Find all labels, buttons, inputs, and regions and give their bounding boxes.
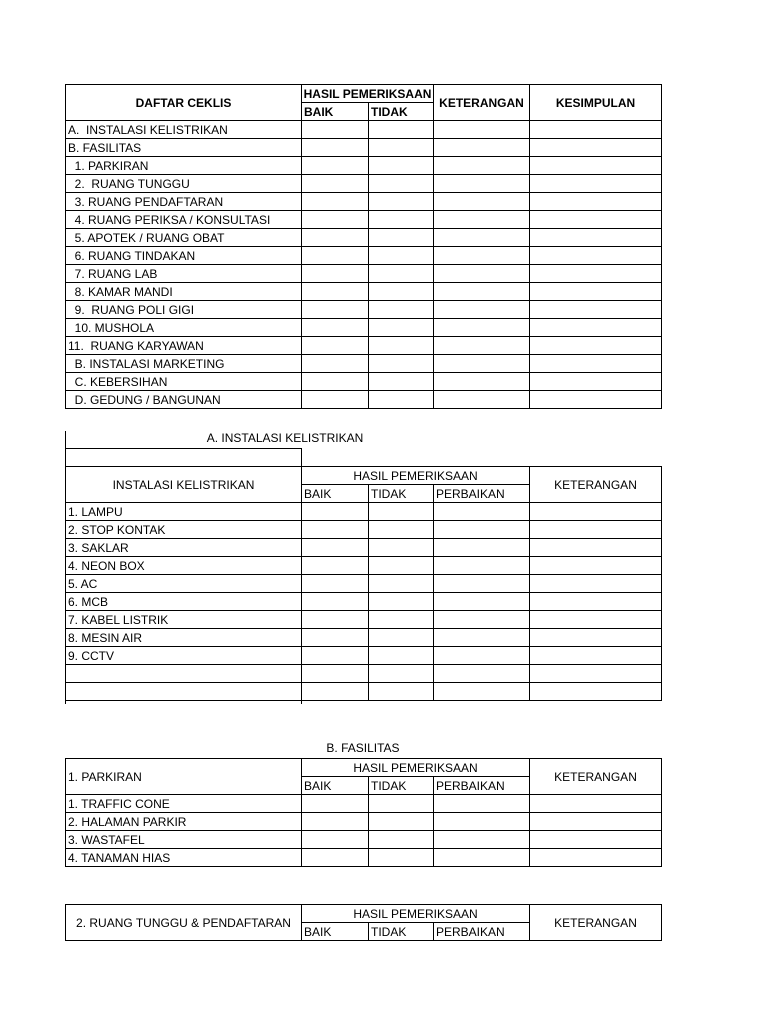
empty-cell[interactable] bbox=[369, 557, 434, 575]
empty-cell[interactable] bbox=[302, 503, 369, 521]
empty-cell[interactable] bbox=[434, 575, 530, 593]
header-hasil-pemeriksaan: HASIL PEMERIKSAAN bbox=[302, 85, 434, 103]
empty-cell[interactable] bbox=[369, 647, 434, 665]
empty-cell[interactable] bbox=[302, 683, 369, 701]
table-row bbox=[66, 373, 662, 391]
empty-cell[interactable] bbox=[302, 193, 369, 211]
empty-cell[interactable] bbox=[302, 301, 369, 319]
row-label: 1. LAMPU bbox=[66, 503, 302, 521]
empty-cell[interactable] bbox=[302, 391, 369, 409]
empty-cell[interactable] bbox=[530, 139, 662, 157]
empty-cell[interactable] bbox=[434, 557, 530, 575]
empty-cell[interactable] bbox=[434, 849, 530, 867]
empty-cell[interactable] bbox=[369, 849, 434, 867]
empty-cell[interactable] bbox=[530, 391, 662, 409]
header-kesimpulan: KESIMPULAN bbox=[530, 85, 662, 121]
empty-cell[interactable] bbox=[369, 121, 434, 139]
empty-cell[interactable] bbox=[530, 539, 662, 557]
row-label bbox=[66, 683, 302, 701]
waiting-room-table bbox=[65, 904, 662, 941]
empty-cell[interactable] bbox=[369, 521, 434, 539]
header-hasil-pemeriksaan: HASIL PEMERIKSAAN bbox=[302, 905, 530, 923]
empty-cell[interactable] bbox=[302, 247, 369, 265]
empty-cell[interactable] bbox=[434, 229, 530, 247]
header-perbaikan: PERBAIKAN bbox=[434, 777, 530, 795]
section-title-instalasi: A. INSTALASI KELISTRIKAN bbox=[206, 431, 364, 445]
empty-cell[interactable] bbox=[434, 795, 530, 813]
empty-cell[interactable] bbox=[530, 831, 662, 849]
empty-cell[interactable] bbox=[369, 247, 434, 265]
checklist-table bbox=[65, 84, 662, 409]
empty-cell[interactable] bbox=[434, 521, 530, 539]
empty-cell[interactable] bbox=[434, 247, 530, 265]
empty-cell[interactable] bbox=[302, 337, 369, 355]
row-label: 1. PARKIRAN bbox=[66, 157, 302, 175]
empty-cell[interactable] bbox=[302, 575, 369, 593]
table-row bbox=[66, 665, 662, 683]
row-label: 4. NEON BOX bbox=[66, 557, 302, 575]
row-label: 3. WASTAFEL bbox=[66, 831, 302, 849]
header-baik: BAIK bbox=[302, 777, 369, 795]
row-label: 7. RUANG LAB bbox=[66, 265, 302, 283]
row-label: A. INSTALASI KELISTRIKAN bbox=[66, 121, 302, 139]
header-daftar-ceklis: DAFTAR CEKLIS bbox=[66, 85, 302, 121]
empty-cell[interactable] bbox=[530, 629, 662, 647]
header-tidak: TIDAK bbox=[369, 485, 434, 503]
row-label: 1. TRAFFIC CONE bbox=[66, 795, 302, 813]
table-row bbox=[66, 521, 662, 539]
header-parkiran: 1. PARKIRAN bbox=[66, 759, 302, 795]
empty-cell[interactable] bbox=[434, 301, 530, 319]
empty-cell[interactable] bbox=[369, 575, 434, 593]
empty-cell[interactable] bbox=[530, 283, 662, 301]
row-label: 10. MUSHOLA bbox=[66, 319, 302, 337]
empty-cell[interactable] bbox=[302, 849, 369, 867]
table-row bbox=[66, 539, 662, 557]
empty-cell[interactable] bbox=[434, 831, 530, 849]
empty-cell[interactable] bbox=[369, 337, 434, 355]
header-hasil-pemeriksaan: HASIL PEMERIKSAAN bbox=[302, 759, 530, 777]
empty-cell[interactable] bbox=[302, 557, 369, 575]
row-label: 9. RUANG POLI GIGI bbox=[66, 301, 302, 319]
empty-cell[interactable] bbox=[369, 265, 434, 283]
empty-cell[interactable] bbox=[530, 301, 662, 319]
empty-cell[interactable] bbox=[434, 211, 530, 229]
table-row bbox=[66, 265, 662, 283]
empty-cell[interactable] bbox=[302, 229, 369, 247]
table-row bbox=[66, 355, 662, 373]
row-label: 9. CCTV bbox=[66, 647, 302, 665]
header-keterangan: KETERANGAN bbox=[530, 759, 662, 795]
header-baik: BAIK bbox=[302, 103, 369, 121]
empty-cell[interactable] bbox=[434, 683, 530, 701]
row-label bbox=[66, 665, 302, 683]
empty-cell[interactable] bbox=[302, 611, 369, 629]
header-baik: BAIK bbox=[302, 923, 369, 941]
table-row bbox=[66, 337, 662, 355]
empty-cell[interactable] bbox=[369, 229, 434, 247]
table-row bbox=[66, 283, 662, 301]
table-row bbox=[66, 247, 662, 265]
empty-cell[interactable] bbox=[530, 157, 662, 175]
header-tidak: TIDAK bbox=[369, 923, 434, 941]
table-row bbox=[66, 157, 662, 175]
empty-cell[interactable] bbox=[369, 211, 434, 229]
table-row bbox=[66, 831, 662, 849]
section-title-fasilitas: B. FASILITAS bbox=[326, 741, 400, 755]
empty-cell[interactable] bbox=[302, 319, 369, 337]
empty-cell[interactable] bbox=[302, 665, 369, 683]
empty-cell[interactable] bbox=[302, 813, 369, 831]
empty-cell[interactable] bbox=[434, 319, 530, 337]
table-row bbox=[66, 139, 662, 157]
row-label: 2. HALAMAN PARKIR bbox=[66, 813, 302, 831]
empty-cell[interactable] bbox=[302, 355, 369, 373]
empty-cell[interactable] bbox=[434, 391, 530, 409]
row-label: 6. RUANG TINDAKAN bbox=[66, 247, 302, 265]
empty-cell[interactable] bbox=[302, 373, 369, 391]
table-row bbox=[66, 175, 662, 193]
header-perbaikan: PERBAIKAN bbox=[434, 485, 530, 503]
empty-cell[interactable] bbox=[530, 355, 662, 373]
empty-cell[interactable] bbox=[302, 265, 369, 283]
row-label: 5. APOTEK / RUANG OBAT bbox=[66, 229, 302, 247]
empty-cell[interactable] bbox=[530, 813, 662, 831]
empty-cell[interactable] bbox=[530, 229, 662, 247]
empty-cell[interactable] bbox=[434, 175, 530, 193]
header-tidak: TIDAK bbox=[369, 777, 434, 795]
row-label: 3. RUANG PENDAFTARAN bbox=[66, 193, 302, 211]
empty-cell[interactable] bbox=[434, 647, 530, 665]
row-label: 4. TANAMAN HIAS bbox=[66, 849, 302, 867]
row-label: 2. STOP KONTAK bbox=[66, 521, 302, 539]
table-row bbox=[66, 647, 662, 665]
empty-cell[interactable] bbox=[530, 193, 662, 211]
empty-cell[interactable] bbox=[369, 683, 434, 701]
row-label: 8. MESIN AIR bbox=[66, 629, 302, 647]
table-row bbox=[66, 611, 662, 629]
empty-cell[interactable] bbox=[434, 283, 530, 301]
empty-cell[interactable] bbox=[369, 831, 434, 849]
empty-cell[interactable] bbox=[369, 373, 434, 391]
empty-cell[interactable] bbox=[369, 593, 434, 611]
header-keterangan: KETERANGAN bbox=[530, 905, 662, 941]
empty-cell[interactable] bbox=[530, 593, 662, 611]
empty-cell[interactable] bbox=[530, 611, 662, 629]
empty-cell[interactable] bbox=[434, 337, 530, 355]
row-label: 5. AC bbox=[66, 575, 302, 593]
empty-cell[interactable] bbox=[434, 629, 530, 647]
empty-cell[interactable] bbox=[530, 337, 662, 355]
empty-cell[interactable] bbox=[369, 611, 434, 629]
header-tidak: TIDAK bbox=[369, 103, 434, 121]
row-label: 6. MCB bbox=[66, 593, 302, 611]
empty-cell[interactable] bbox=[530, 211, 662, 229]
empty-cell[interactable] bbox=[369, 503, 434, 521]
table-row bbox=[66, 575, 662, 593]
row-label: C. KEBERSIHAN bbox=[66, 373, 302, 391]
empty-cell[interactable] bbox=[302, 175, 369, 193]
empty-cell[interactable] bbox=[302, 139, 369, 157]
empty-cell[interactable] bbox=[434, 373, 530, 391]
empty-cell[interactable] bbox=[530, 575, 662, 593]
empty-cell[interactable] bbox=[530, 557, 662, 575]
table-row bbox=[66, 795, 662, 813]
empty-cell[interactable] bbox=[434, 813, 530, 831]
empty-cell[interactable] bbox=[530, 647, 662, 665]
row-label: 8. KAMAR MANDI bbox=[66, 283, 302, 301]
blank-row-right-line bbox=[301, 448, 302, 467]
table-row bbox=[66, 229, 662, 247]
empty-cell[interactable] bbox=[302, 593, 369, 611]
empty-cell[interactable] bbox=[369, 193, 434, 211]
blank-row-top-line bbox=[65, 448, 301, 449]
row-label: 7. KABEL LISTRIK bbox=[66, 611, 302, 629]
empty-cell[interactable] bbox=[369, 629, 434, 647]
empty-cell[interactable] bbox=[530, 175, 662, 193]
empty-cell[interactable] bbox=[434, 503, 530, 521]
empty-cell[interactable] bbox=[302, 521, 369, 539]
empty-cell[interactable] bbox=[530, 373, 662, 391]
empty-cell[interactable] bbox=[369, 319, 434, 337]
empty-cell[interactable] bbox=[530, 683, 662, 701]
header-baik: BAIK bbox=[302, 485, 369, 503]
empty-cell[interactable] bbox=[530, 265, 662, 283]
row-label: 4. RUANG PERIKSA / KONSULTASI bbox=[66, 211, 302, 229]
table-row bbox=[66, 319, 662, 337]
row-label: B. FASILITAS bbox=[66, 139, 302, 157]
table-row bbox=[66, 121, 662, 139]
empty-cell[interactable] bbox=[434, 157, 530, 175]
empty-cell[interactable] bbox=[369, 301, 434, 319]
table-row bbox=[66, 391, 662, 409]
parking-table bbox=[65, 758, 662, 867]
empty-cell[interactable] bbox=[434, 539, 530, 557]
row-label: D. GEDUNG / BANGUNAN bbox=[66, 391, 302, 409]
table-row bbox=[66, 683, 662, 701]
empty-cell[interactable] bbox=[302, 157, 369, 175]
empty-cell[interactable] bbox=[302, 629, 369, 647]
header-perbaikan: PERBAIKAN bbox=[434, 923, 530, 941]
empty-cell[interactable] bbox=[434, 265, 530, 283]
empty-cell[interactable] bbox=[369, 157, 434, 175]
table-row bbox=[66, 301, 662, 319]
header-keterangan: KETERANGAN bbox=[434, 85, 530, 121]
empty-cell[interactable] bbox=[369, 795, 434, 813]
table-row bbox=[66, 593, 662, 611]
empty-cell[interactable] bbox=[369, 283, 434, 301]
header-keterangan: KETERANGAN bbox=[530, 467, 662, 503]
empty-cell[interactable] bbox=[530, 521, 662, 539]
empty-cell[interactable] bbox=[302, 283, 369, 301]
empty-cell[interactable] bbox=[530, 247, 662, 265]
header-ruang-tunggu: 2. RUANG TUNGGU & PENDAFTARAN bbox=[66, 905, 302, 941]
table-row bbox=[66, 813, 662, 831]
header-hasil-pemeriksaan: HASIL PEMERIKSAAN bbox=[302, 467, 530, 485]
empty-cell[interactable] bbox=[530, 503, 662, 521]
table-row bbox=[66, 557, 662, 575]
empty-cell[interactable] bbox=[530, 665, 662, 683]
table-row bbox=[66, 503, 662, 521]
empty-cell[interactable] bbox=[302, 121, 369, 139]
empty-cell[interactable] bbox=[302, 795, 369, 813]
row-label: 11. RUANG KARYAWAN bbox=[66, 337, 302, 355]
empty-cell[interactable] bbox=[302, 211, 369, 229]
empty-cell[interactable] bbox=[302, 831, 369, 849]
header-instalasi-kelistrikan: INSTALASI KELISTRIKAN bbox=[66, 467, 302, 503]
empty-cell[interactable] bbox=[369, 813, 434, 831]
empty-cell[interactable] bbox=[530, 319, 662, 337]
row-label: B. INSTALASI MARKETING bbox=[66, 355, 302, 373]
empty-cell[interactable] bbox=[369, 139, 434, 157]
empty-cell[interactable] bbox=[530, 795, 662, 813]
empty-cell[interactable] bbox=[369, 355, 434, 373]
empty-cell[interactable] bbox=[302, 539, 369, 557]
empty-cell[interactable] bbox=[369, 539, 434, 557]
empty-cell[interactable] bbox=[434, 193, 530, 211]
empty-cell[interactable] bbox=[530, 849, 662, 867]
row-label: 3. SAKLAR bbox=[66, 539, 302, 557]
table-row bbox=[66, 849, 662, 867]
empty-cell[interactable] bbox=[530, 121, 662, 139]
empty-cell[interactable] bbox=[434, 355, 530, 373]
empty-cell[interactable] bbox=[369, 175, 434, 193]
empty-cell[interactable] bbox=[434, 121, 530, 139]
empty-cell[interactable] bbox=[434, 665, 530, 683]
empty-cell[interactable] bbox=[369, 665, 434, 683]
empty-cell[interactable] bbox=[302, 647, 369, 665]
empty-cell[interactable] bbox=[434, 593, 530, 611]
table-row bbox=[66, 193, 662, 211]
electrical-table bbox=[65, 466, 662, 701]
table-row bbox=[66, 629, 662, 647]
row-label: 2. RUANG TUNGGU bbox=[66, 175, 302, 193]
table-row bbox=[66, 211, 662, 229]
empty-cell[interactable] bbox=[369, 391, 434, 409]
empty-cell[interactable] bbox=[434, 139, 530, 157]
empty-cell[interactable] bbox=[434, 611, 530, 629]
